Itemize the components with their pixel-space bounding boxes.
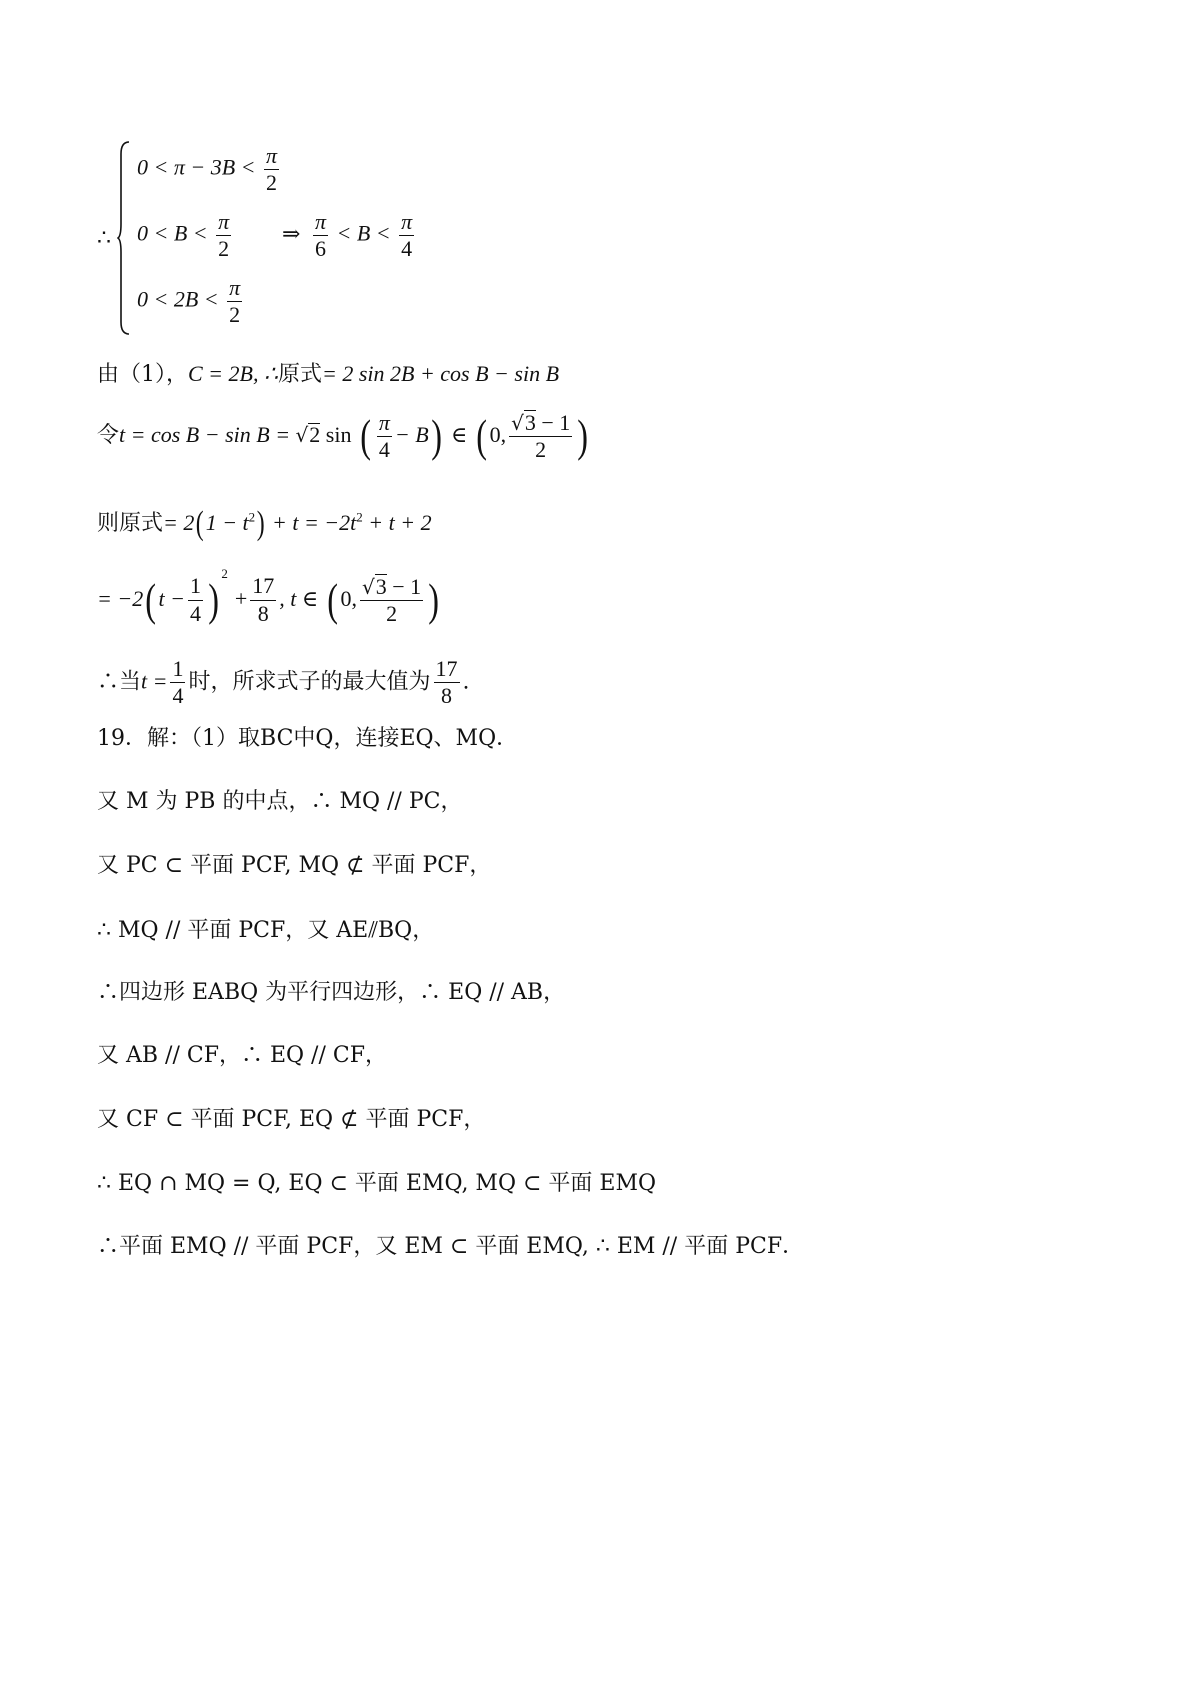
system-row-3: 0 < 2B < $\frac{\pi}{2}$ [137, 275, 241, 328]
line-original-expression: 由（1），C = 2B, ∴原式= 2 sin 2B + cos B − sin B [97, 361, 560, 387]
q19-heading: 19．解：（1）取BC中Q，连接EQ、MQ． [97, 726, 519, 751]
proof-line-1: 又 M 为 PB 的中点，∴ MQ // PC， [97, 789, 463, 814]
proof-line-3: ∴ MQ // 平面 PCF，又 AE⫽BQ， [97, 918, 435, 943]
line-substitution: 令t = cos B − sin B = √2 sin ( $\frac{\pi}{4}$ − B) ∈ ( 0, $\frac{√3 - 1}{2}$ ) [97, 409, 589, 463]
line-completed-square: = −2( t − $\frac{1}{4}$ )$^2$ + $\frac{17}{8}$ , t ∈ ( 0, $\frac{√3 - 1}{2}$ ) [97, 566, 440, 626]
proof-line-4: ∴四边形 EABQ 为平行四边形，∴ EQ // AB， [97, 980, 566, 1005]
proof-line-5: 又 AB // CF，∴ EQ // CF， [97, 1043, 387, 1068]
proof-line-2: 又 PC ⊂ 平面 PCF, MQ ⊄ 平面 PCF， [97, 853, 492, 878]
proof-line-7: ∴ EQ ∩ MQ = Q, EQ ⊂ 平面 EMQ, MQ ⊂ 平面 EMQ [97, 1171, 657, 1196]
proof-line-6: 又 CF ⊂ 平面 PCF, EQ ⊄ 平面 PCF， [97, 1107, 486, 1132]
system-row-1: 0 < π − 3B < $\frac{\pi}{2}$ [137, 143, 278, 196]
system-row-2: 0 < B < $\frac{\pi}{2}$ [137, 209, 230, 262]
proof-line-8: ∴平面 EMQ // 平面 PCF，又 EM ⊂ 平面 EMQ, ∴ EM // 平面 PCF． [97, 1234, 805, 1259]
left-brace [117, 140, 131, 336]
line-rewrite: 则原式= $2(1 - t^2) + t = -2t^2 + t + 2$ [97, 505, 432, 542]
system-result: ⇒ $\frac{\pi}{6}$ < B < $\frac{\pi}{4}$ [282, 209, 413, 262]
line-max-value: ∴当t = $\frac{1}{4}$ 时，所求式子的最大值为 $\frac{17}{8}$ . [97, 656, 470, 709]
therefore-symbol: ∴ [97, 226, 111, 251]
